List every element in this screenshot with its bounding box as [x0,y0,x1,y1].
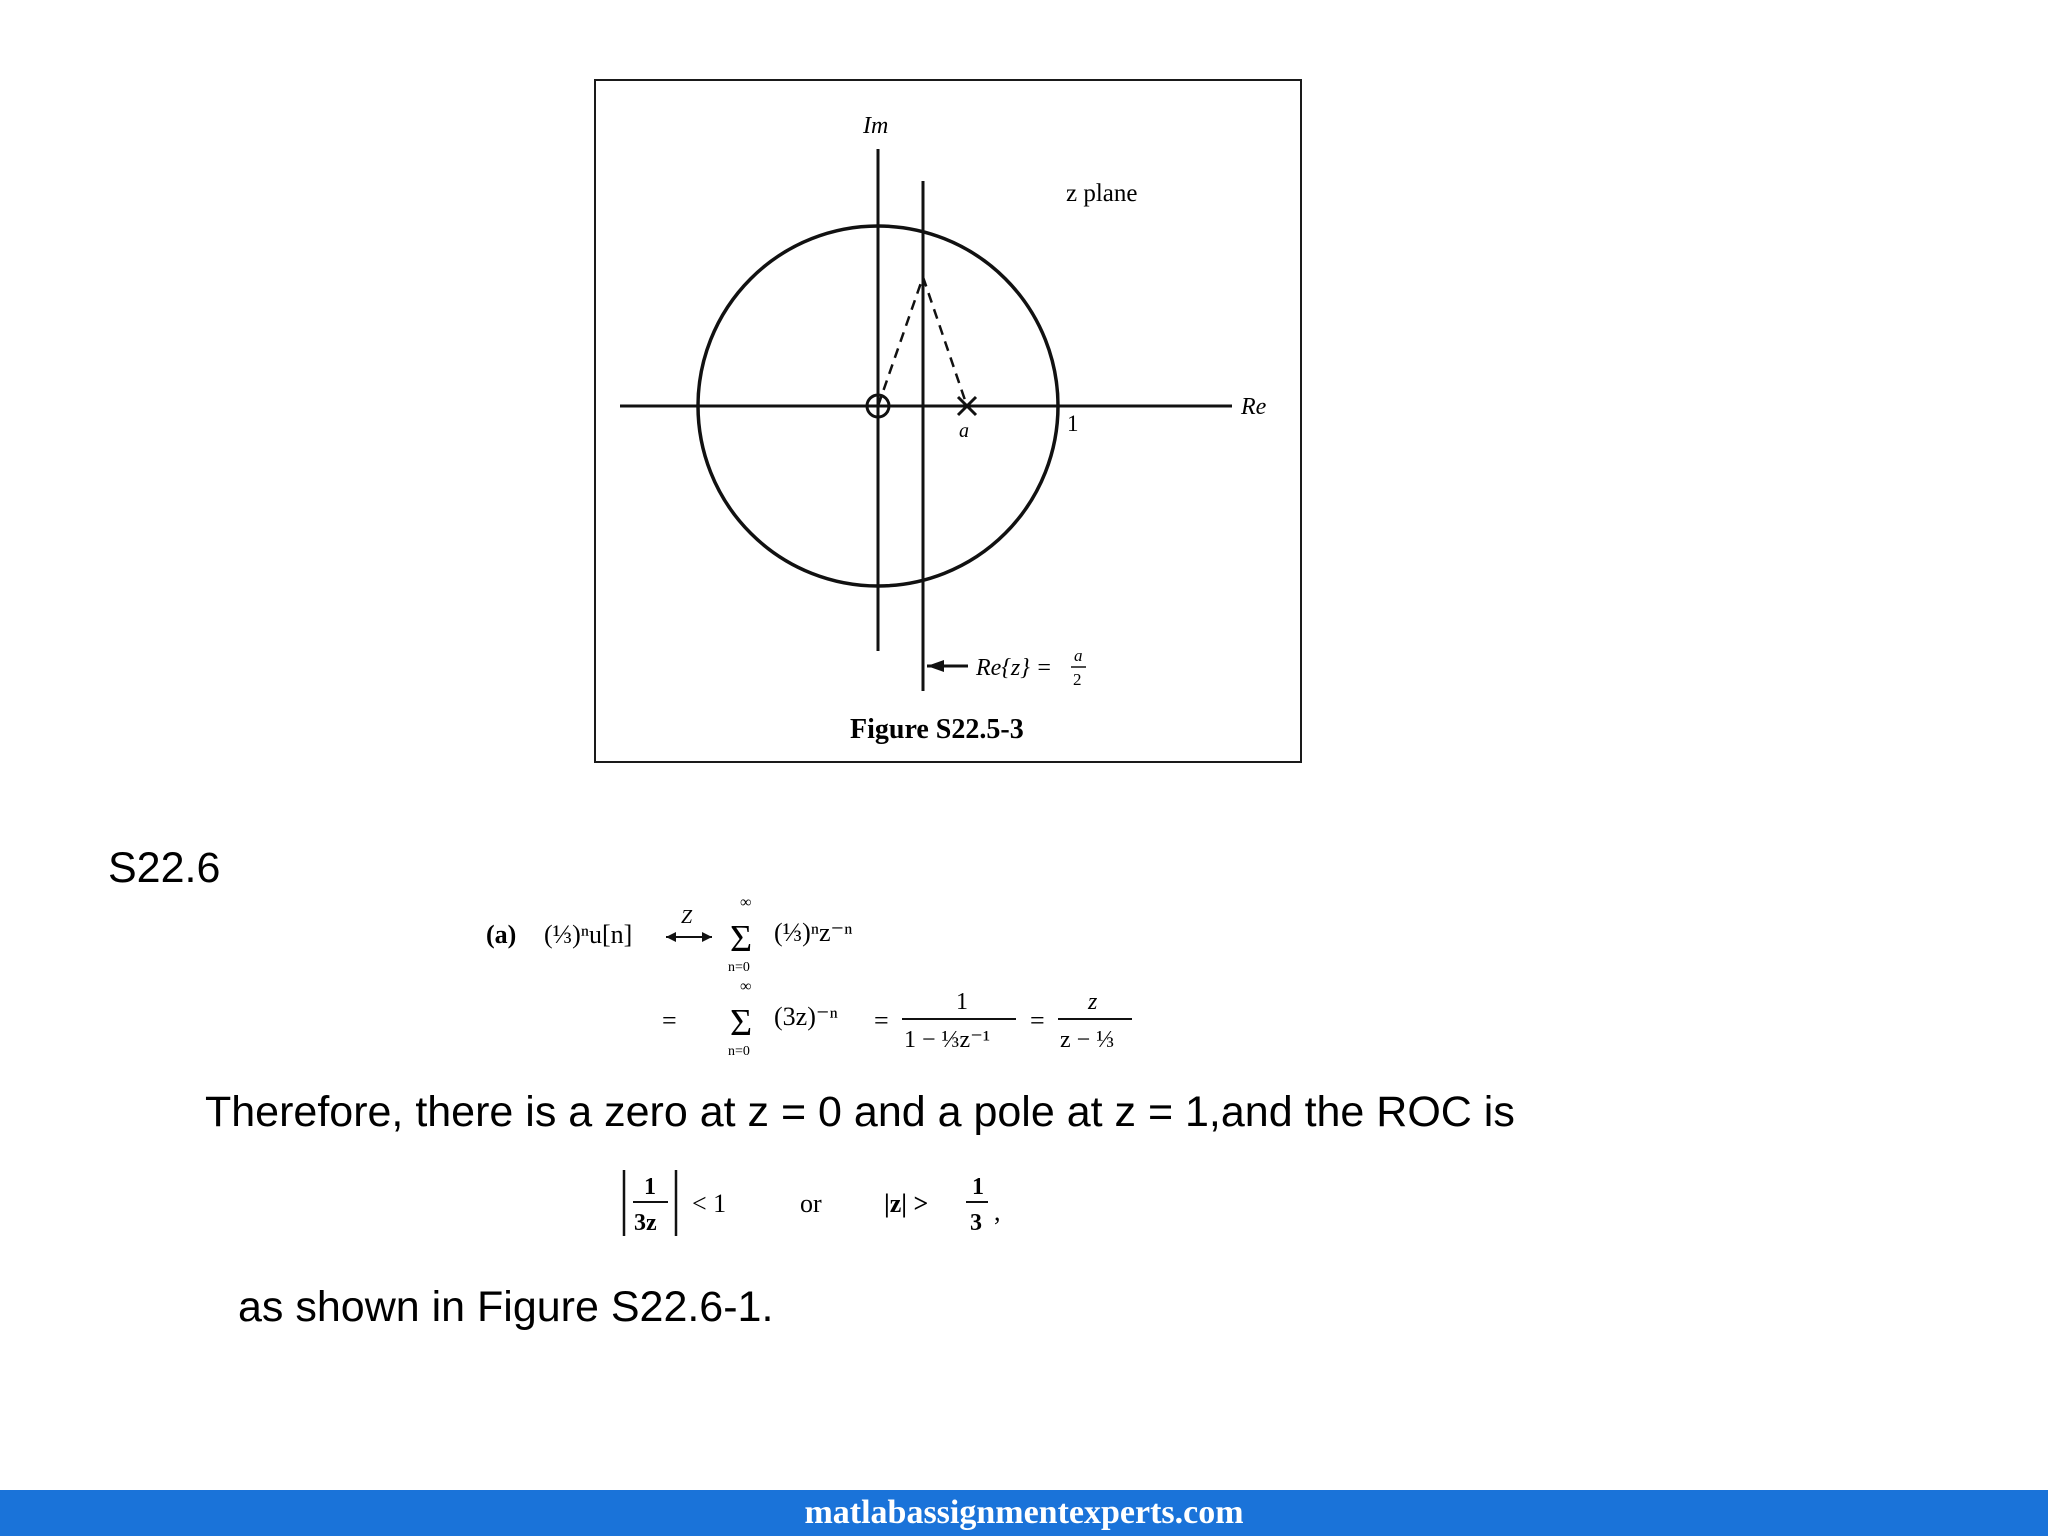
figure-s22-5-3 [594,79,1302,763]
eq-equals-1: = [662,1006,677,1035]
unit-one-label: 1 [1067,411,1079,436]
figure-reference-text: as shown in Figure S22.6-1. [238,1283,774,1331]
z-plane-label: z plane [1066,180,1138,207]
eq-lhs: (⅓)ⁿu[n] [544,920,633,949]
roc-inequality-svg [616,1160,1036,1240]
sum1-lower: n=0 [728,960,750,975]
eq-part-label: (a) [486,920,517,949]
arrow-head [927,660,944,672]
equation-a-svg [486,895,1206,1070]
figure-caption: Figure S22.5-3 [850,714,1024,745]
roc-frac-num: 1 [644,1174,656,1200]
roc-frac-den: 3z [634,1210,657,1236]
roc-lt-one: < 1 [692,1189,727,1218]
frac2-den: z − ⅓ [1060,1027,1115,1053]
roc-abs-z: |z| > [884,1189,929,1218]
eq-transform-z: Z [681,906,693,928]
footer-site-link[interactable]: matlabassignmentexperts.com [804,1494,1244,1531]
sum2-lower: n=0 [728,1044,750,1059]
equation-a [486,895,1206,1070]
conclusion-text: Therefore, there is a zero at z = 0 and a pole at z = 1,and the ROC is [205,1088,1515,1136]
eq-equals-3: = [1030,1006,1045,1035]
pole-a-label: a [959,420,969,442]
roc-comma: , [994,1197,1001,1226]
roc-or: or [800,1189,822,1218]
section-label: S22.6 [108,844,221,892]
sum1-upper: ∞ [740,895,752,911]
dashed-line-left [878,277,923,406]
eq-term1: (⅓)ⁿz⁻ⁿ [774,918,853,947]
sum2-sigma: Σ [730,1002,753,1044]
footer-bar [0,1490,2048,1536]
frac2-num: z [1088,989,1098,1015]
sum2-upper: ∞ [740,978,752,995]
frac1-num: 1 [956,989,968,1015]
eq-equals-2: = [874,1006,889,1035]
z-plane-diagram [596,81,1300,761]
eq-term2: (3z)⁻ⁿ [774,1002,838,1031]
roc-boundary-prefix: Re{z} = [976,655,1053,681]
transform-arrow [666,932,712,942]
dashed-line-right [923,277,967,406]
re-label: Re [1241,394,1267,420]
roc-rhs-num: 1 [972,1174,984,1200]
roc-boundary-den: 2 [1073,670,1082,689]
sum1-sigma: Σ [730,918,753,960]
im-label: Im [863,113,889,139]
roc-rhs-den: 3 [970,1210,982,1236]
roc-inequality [616,1160,1036,1240]
frac1-den: 1 − ⅓z⁻¹ [904,1027,991,1053]
roc-boundary-num: a [1074,646,1083,665]
